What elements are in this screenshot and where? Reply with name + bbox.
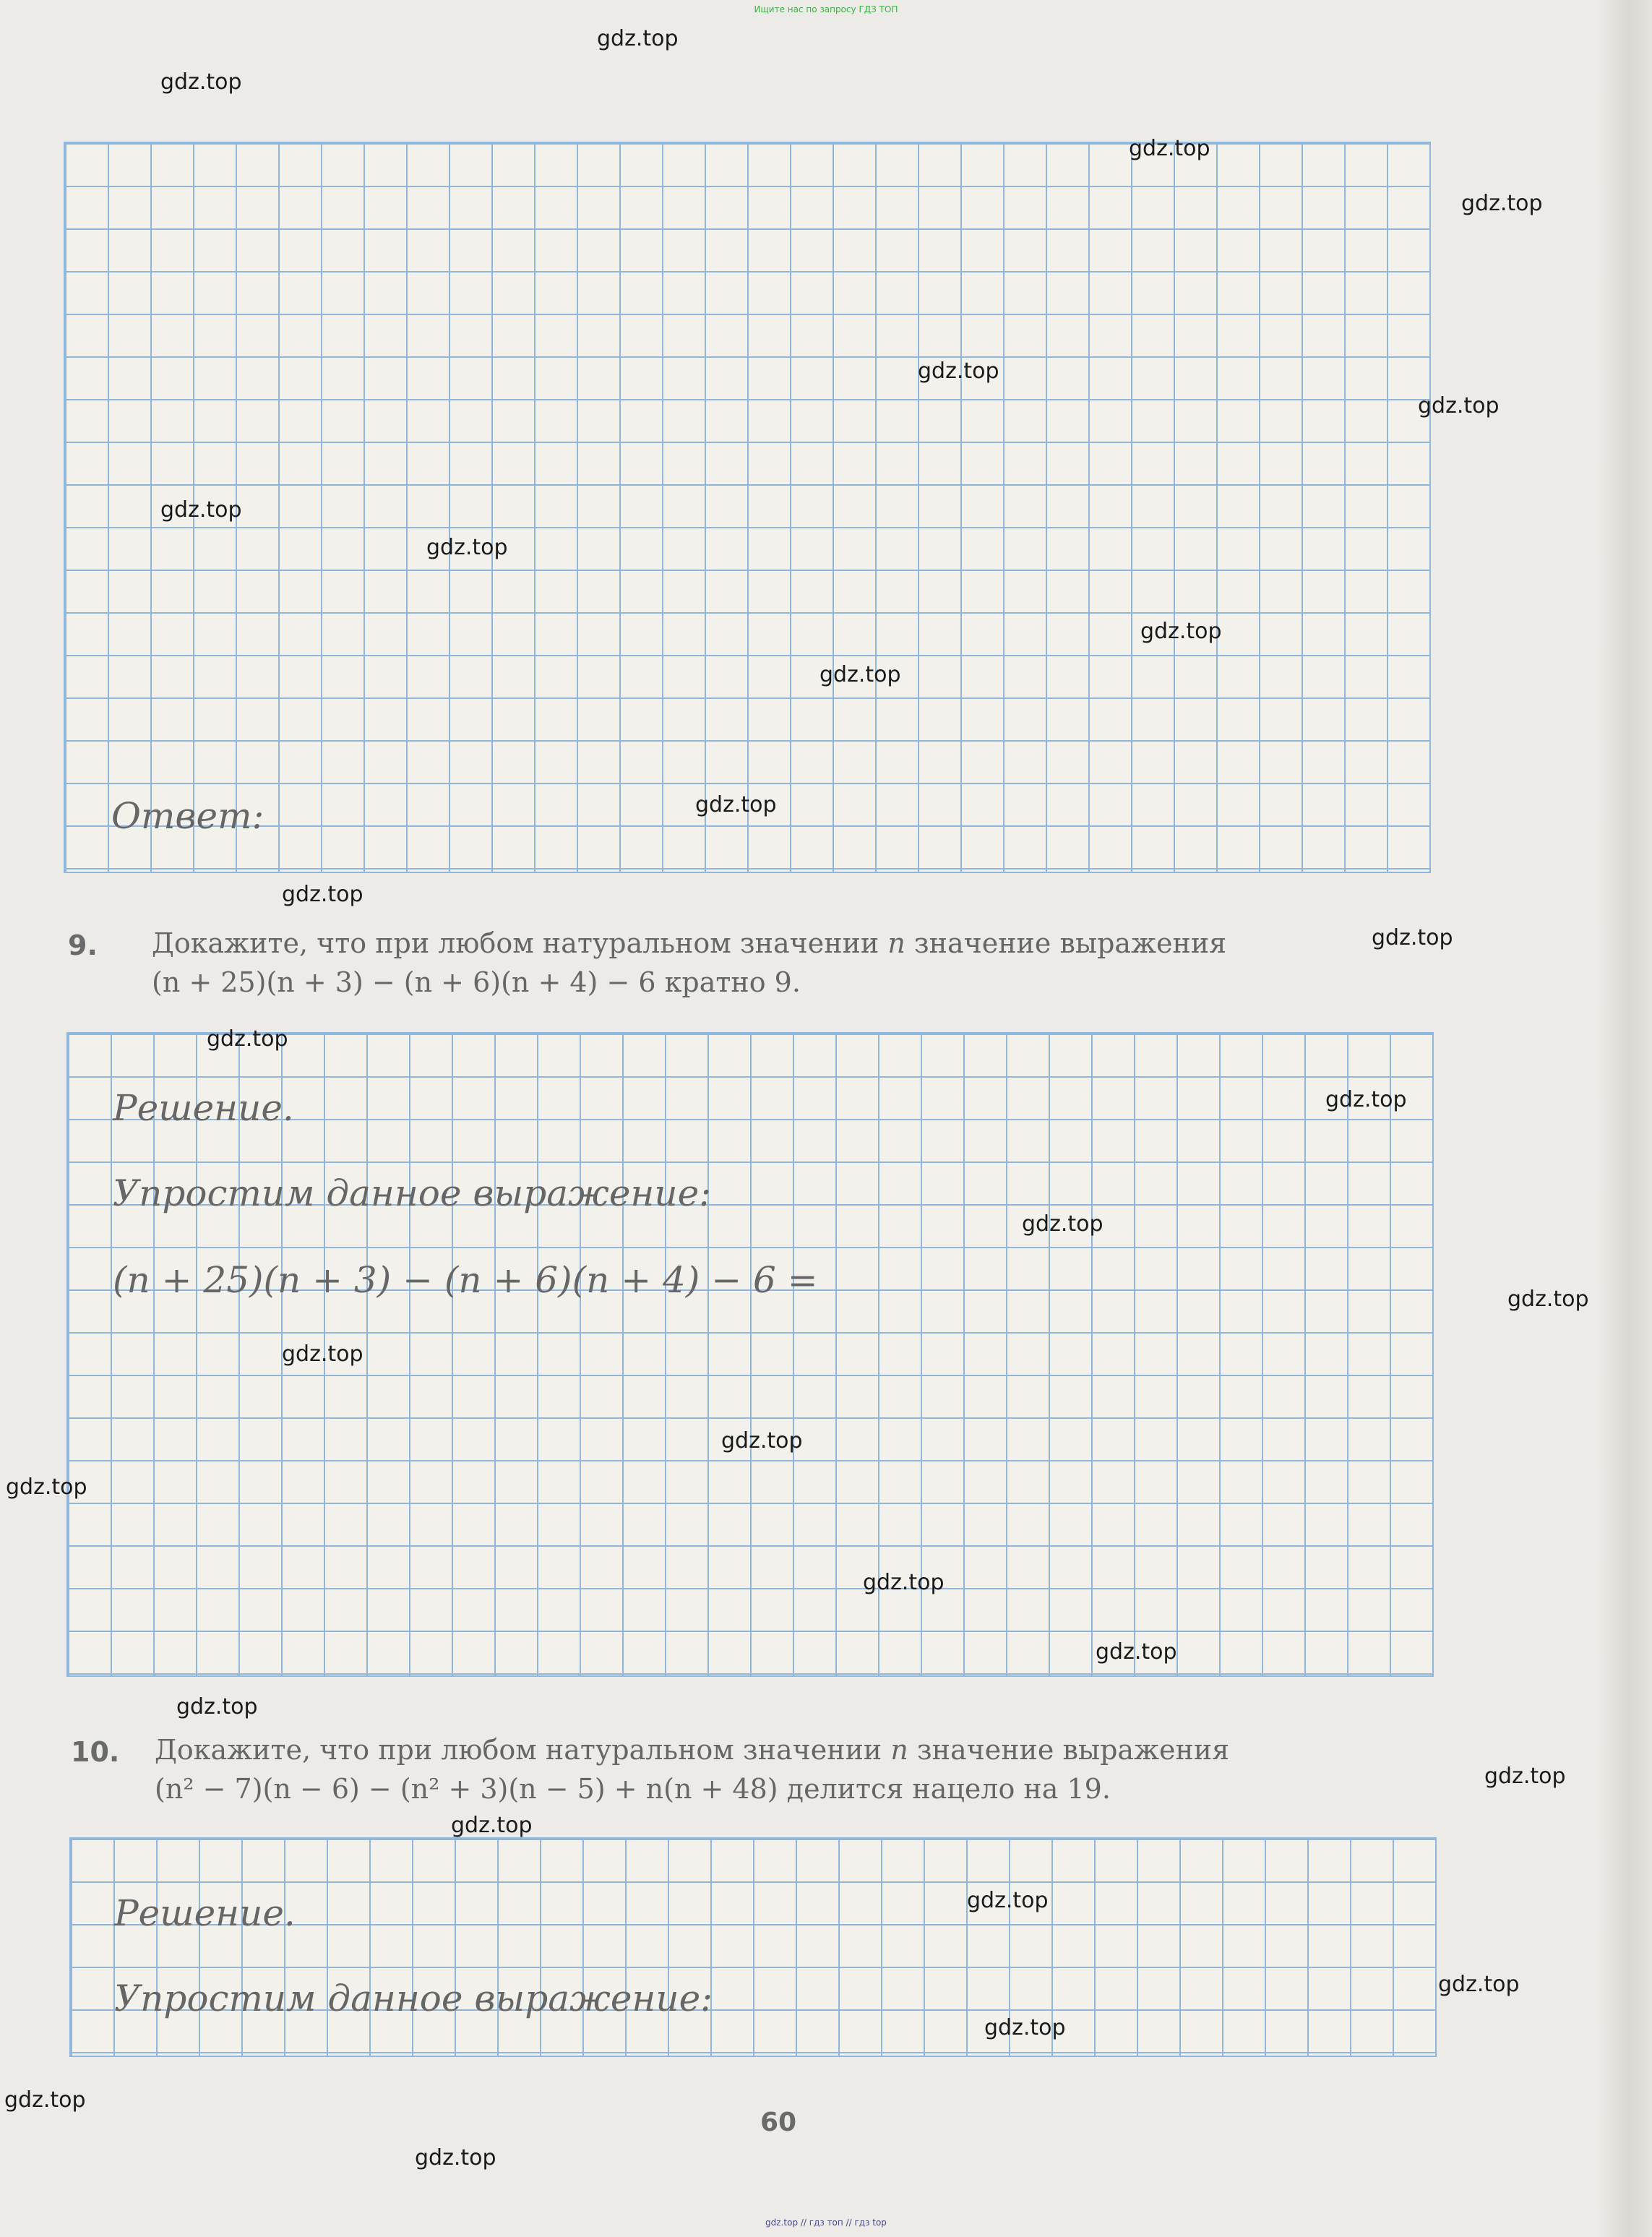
- watermark: gdz.top: [721, 1428, 803, 1454]
- task-10-solution-label: Решение.: [114, 1892, 296, 1934]
- watermark: gdz.top: [1140, 619, 1222, 644]
- task-9-line1-b: значение выражения: [913, 927, 1227, 959]
- watermark: gdz.top: [451, 1813, 533, 1838]
- watermark: gdz.top: [282, 1341, 363, 1367]
- watermark: gdz.top: [1461, 191, 1543, 216]
- task-9-simplify-label: Упростим данное выражение:: [113, 1172, 712, 1214]
- task-10-statement: [155, 1730, 1434, 1808]
- watermark: gdz.top: [695, 792, 777, 817]
- watermark: gdz.top: [597, 26, 679, 51]
- watermark: gdz.top: [1418, 393, 1500, 418]
- page-edge-shadow: [1597, 0, 1652, 2237]
- watermark: gdz.top: [918, 358, 999, 384]
- watermark: gdz.top: [176, 1694, 258, 1719]
- watermark: gdz.top: [984, 2015, 1066, 2040]
- answer-grid-1: [64, 142, 1431, 873]
- task-9-line2: (n + 25)(n + 3) − (n + 6)(n + 4) − 6 кратно 9.: [152, 966, 801, 998]
- watermark: gdz.top: [160, 497, 242, 523]
- watermark: gdz.top: [426, 535, 508, 560]
- task-10-variable: n: [890, 1734, 908, 1766]
- task-9-solution-label: Решение.: [113, 1087, 294, 1129]
- answer-label: Ответ:: [111, 795, 264, 837]
- watermark: gdz.top: [160, 69, 242, 95]
- task-10-line1-a: Докажите, что при любом натуральном значении: [155, 1734, 882, 1766]
- task-9-variable: n: [887, 927, 905, 959]
- watermark: gdz.top: [1096, 1639, 1177, 1665]
- task-9-number: 9.: [68, 929, 98, 961]
- task-9-line1-a: Докажите, что при любом натуральном значении: [152, 927, 879, 959]
- answer-grid-3: [69, 1837, 1437, 2057]
- watermark: gdz.top: [282, 882, 363, 907]
- watermark: gdz.top: [4, 2087, 86, 2113]
- watermark: gdz.top: [207, 1026, 288, 1052]
- task-9-statement: [152, 924, 1424, 1002]
- watermark: gdz.top: [1484, 1764, 1566, 1789]
- watermark: gdz.top: [819, 662, 901, 687]
- watermark: gdz.top: [6, 1474, 87, 1500]
- watermark: gdz.top: [1507, 1287, 1589, 1312]
- watermark: gdz.top: [1438, 1972, 1520, 1997]
- task-10-number: 10.: [71, 1736, 120, 1768]
- task-9-expression: (n + 25)(n + 3) − (n + 6)(n + 4) − 6 =: [113, 1259, 818, 1301]
- watermark: gdz.top: [863, 1570, 945, 1595]
- watermark: gdz.top: [1129, 136, 1210, 161]
- top-banner: Ищите нас по запросу ГДЗ ТОП: [754, 4, 898, 14]
- task-10-line1-b: значение выражения: [916, 1734, 1230, 1766]
- watermark: gdz.top: [1372, 925, 1453, 950]
- watermark: gdz.top: [1022, 1211, 1104, 1237]
- watermark: gdz.top: [415, 2145, 496, 2171]
- bottom-banner: gdz.top // гдз топ // гдз top: [765, 2217, 887, 2228]
- watermark: gdz.top: [967, 1888, 1049, 1913]
- watermark: gdz.top: [1325, 1087, 1407, 1112]
- task-10-simplify-label: Упростим данное выражение:: [114, 1978, 713, 2019]
- page-number: 60: [760, 2108, 797, 2137]
- task-10-line2: (n² − 7)(n − 6) − (n² + 3)(n − 5) + n(n + 48) делится нацело на 19.: [155, 1773, 1111, 1805]
